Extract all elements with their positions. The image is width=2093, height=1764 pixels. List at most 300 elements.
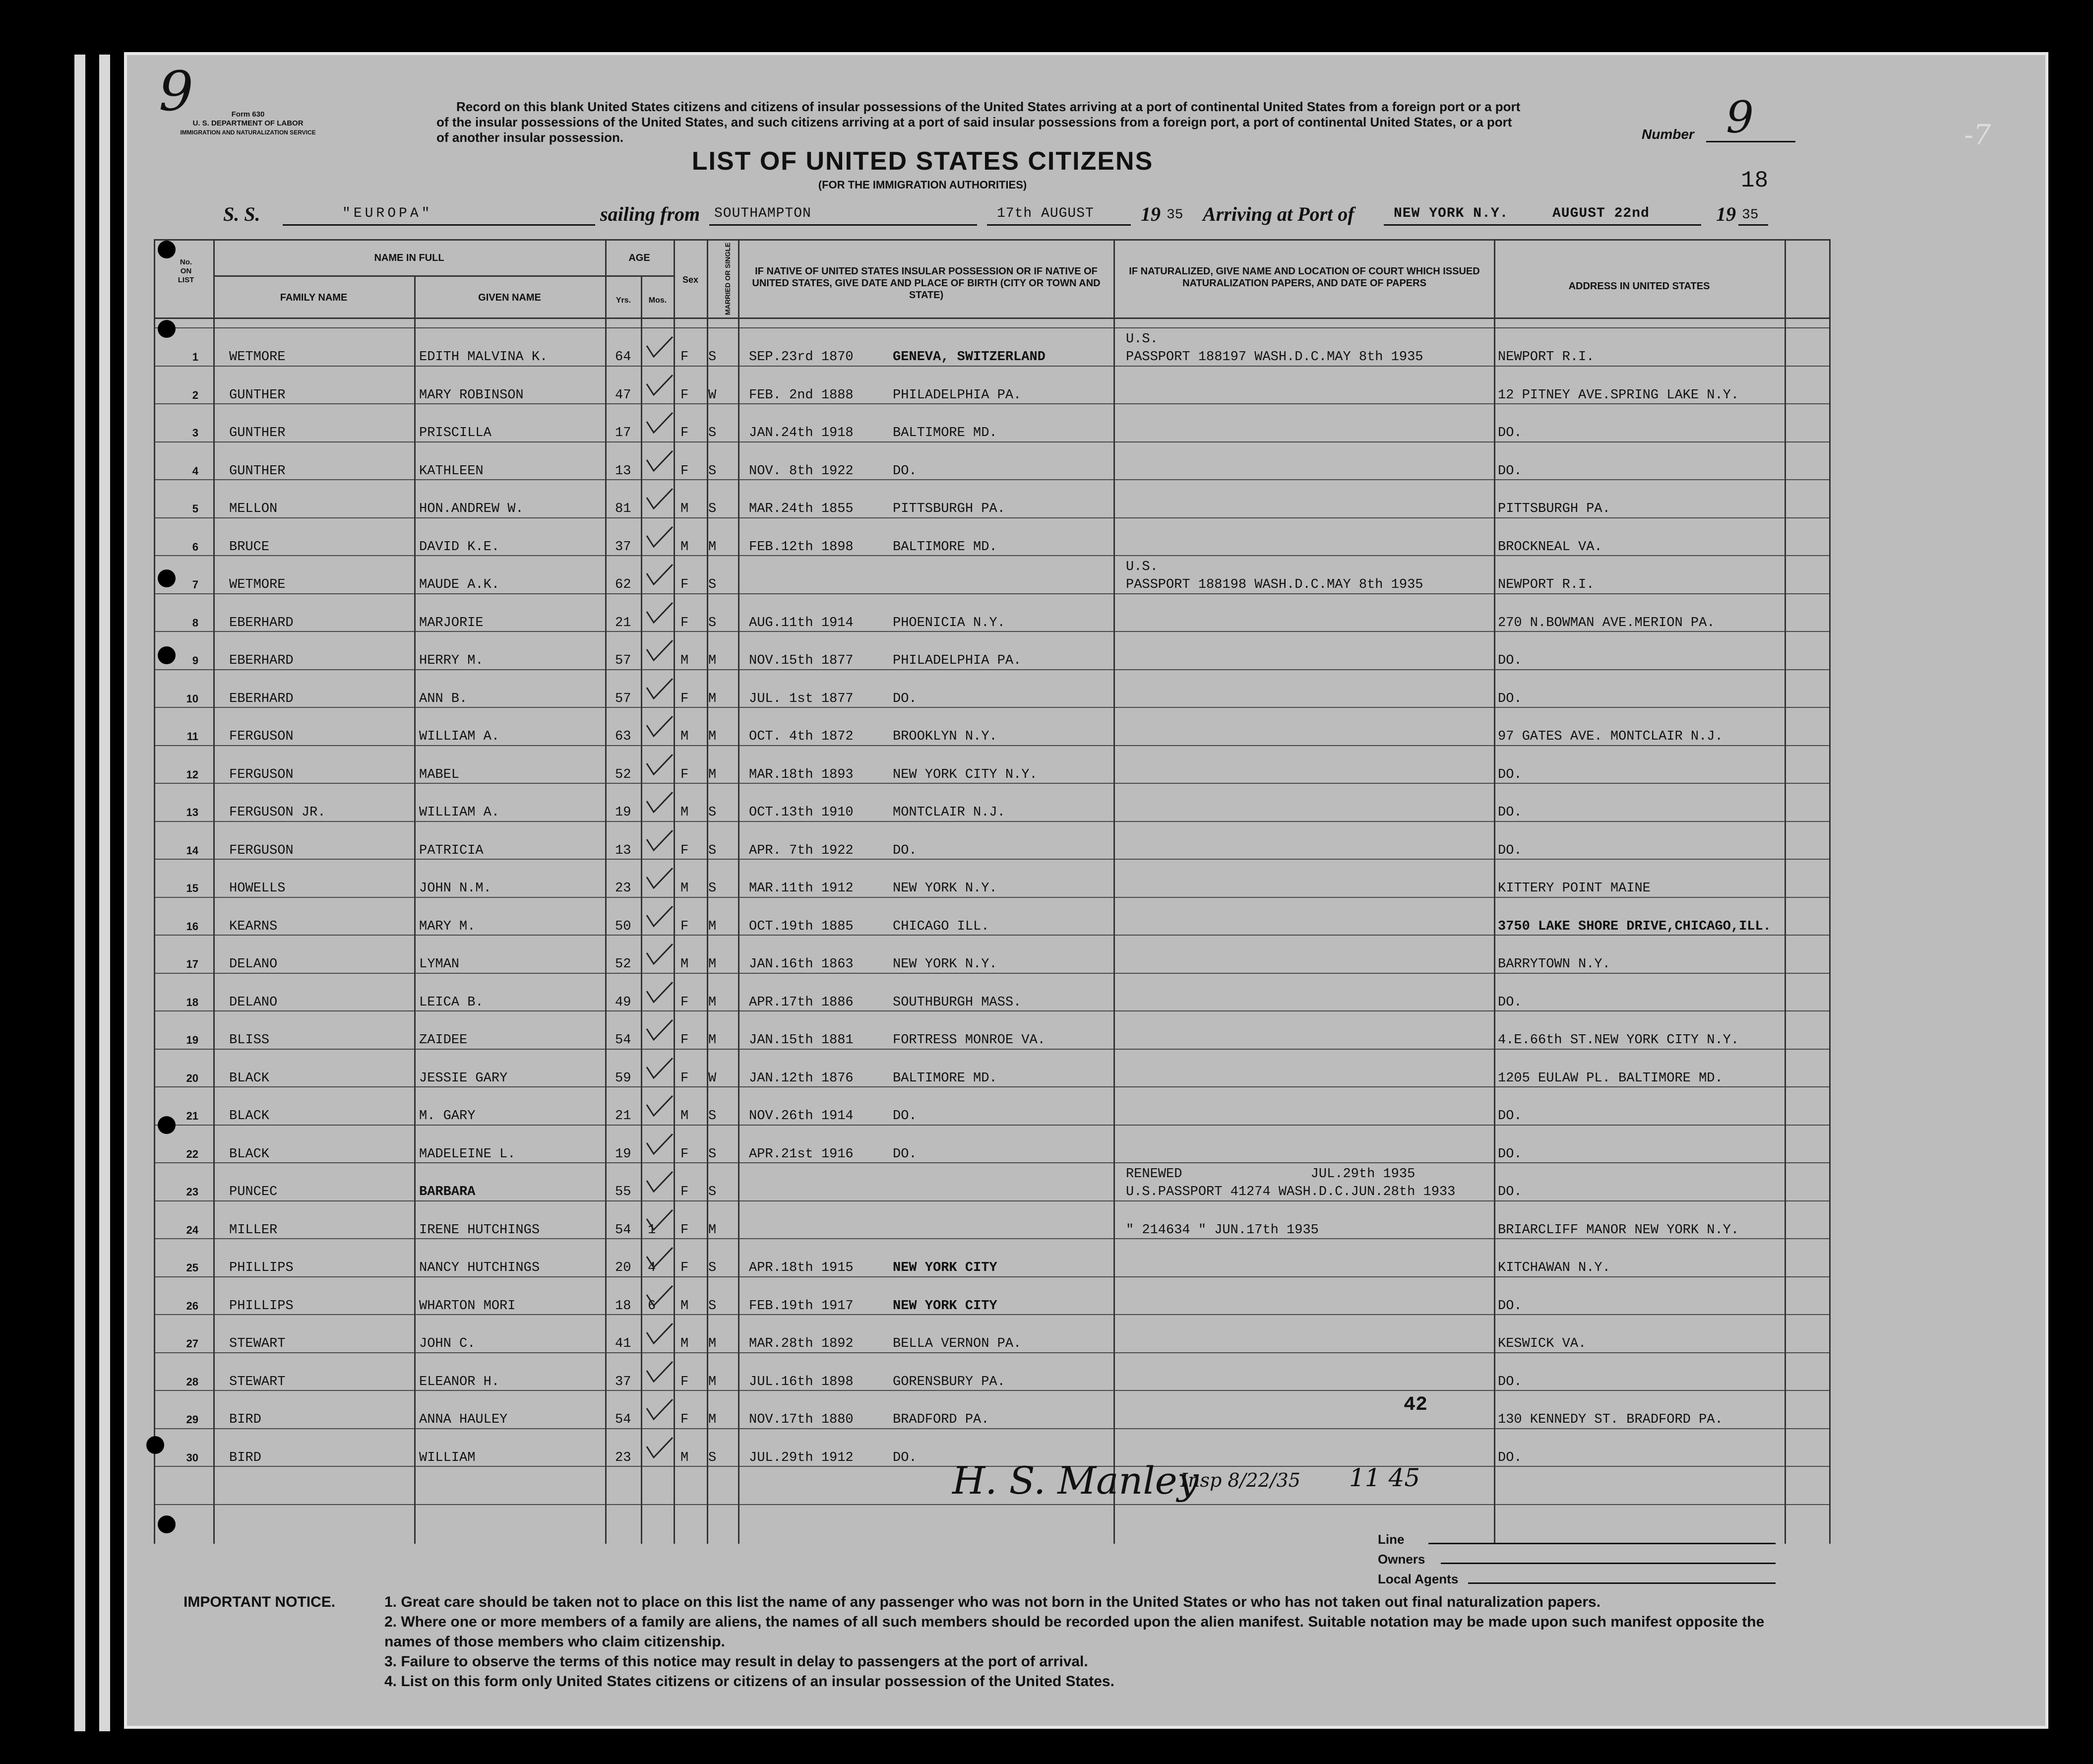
birth-place-cell: DO. xyxy=(893,1109,917,1124)
row-number-cell: 13 xyxy=(186,806,198,819)
family-name-cell: FERGUSON xyxy=(229,767,294,782)
row-number-cell: 29 xyxy=(186,1413,198,1426)
birth-place-cell: DO. xyxy=(893,1146,917,1162)
row-number-cell: 19 xyxy=(186,1034,198,1046)
given-name-cell: M. GARY xyxy=(419,1109,476,1124)
birth-date-cell: MAR.24th 1855 xyxy=(749,502,854,516)
birth-place-cell: GENEVA, SWITZERLAND xyxy=(893,350,1046,365)
given-name-cell: HERRY M. xyxy=(419,653,484,668)
form-instructions: Record on this blank United States citizens and citizens of insular possessions of the United States arriving at a port of continental United States from a foreign port or a port of the insular possessions of the United States, and such citizens arriving at a port of said insular possessions from a foreign port, a port of continental United States, or a port of another insular possession. xyxy=(436,99,1521,145)
address-cell: DO. xyxy=(1498,1109,1522,1124)
given-name-cell: JOHN N.M. xyxy=(419,881,492,896)
header-family-name: FAMILY NAME xyxy=(280,292,348,303)
given-name-cell: LYMAN xyxy=(419,957,460,972)
check-mark-icon xyxy=(645,1436,675,1460)
notice-item-2: 2. Where one or more members of a family are aliens, the names of all such members should be recorded upon the alien manifest. Suitable notation may be made upon such manifest opposite the names of those members who claim citizenship. xyxy=(384,1614,1765,1650)
family-name-cell: EBERHARD xyxy=(229,615,294,630)
marital-status-cell: S xyxy=(708,1109,717,1124)
row-divider xyxy=(154,631,1830,632)
birth-date-cell: NOV.26th 1914 xyxy=(749,1109,854,1124)
from-date: 17th AUGUST xyxy=(997,206,1094,221)
check-mark-icon xyxy=(645,942,675,967)
row-number-cell: 5 xyxy=(192,503,198,515)
col-divider-no xyxy=(213,239,215,1544)
birth-place-cell: NEW YORK N.Y. xyxy=(893,957,997,972)
row-number-cell: 25 xyxy=(186,1261,198,1274)
notice-item-3: 3. Failure to observe the terms of this notice may result in delay to passengers at the port of arrival. xyxy=(384,1653,1088,1670)
given-name-cell: NANCY HUTCHINGS xyxy=(419,1260,540,1275)
given-name-cell: DAVID K.E. xyxy=(419,539,500,555)
marital-status-cell: S xyxy=(708,350,717,365)
row-divider xyxy=(154,1390,1830,1391)
birth-date-cell: OCT.13th 1910 xyxy=(749,805,854,820)
age-years-cell: 49 xyxy=(615,995,631,1010)
address-cell: PITTSBURGH PA. xyxy=(1498,502,1610,516)
birth-place-cell: PHILADELPHIA PA. xyxy=(893,387,1022,403)
birth-place-cell: PITTSBURGH PA. xyxy=(893,502,1005,516)
given-name-cell: HON.ANDREW W. xyxy=(419,502,524,516)
age-years-cell: 54 xyxy=(615,1033,631,1048)
row-divider xyxy=(154,1125,1830,1126)
row-number-cell: 28 xyxy=(186,1375,198,1388)
naturalization-cell: PASSPORT 188197 WASH.D.C.MAY 8th 1935 xyxy=(1126,350,1423,365)
row-number-cell: 6 xyxy=(192,540,198,553)
address-cell: NEWPORT R.I. xyxy=(1498,577,1595,592)
birth-place-cell: NEW YORK N.Y. xyxy=(893,881,997,896)
row-number-cell: 22 xyxy=(186,1147,198,1160)
birth-date-cell: APR.18th 1915 xyxy=(749,1260,854,1275)
birth-date-cell: JUL.29th 1912 xyxy=(749,1450,854,1465)
owners-underline xyxy=(1441,1561,1776,1564)
family-name-cell: MILLER xyxy=(229,1222,278,1238)
address-cell: 1205 EULAW PL. BALTIMORE MD. xyxy=(1498,1071,1723,1086)
birth-place-cell: NEW YORK CITY xyxy=(893,1298,997,1314)
sex-cell: F xyxy=(680,1412,689,1427)
marital-status-cell: S xyxy=(708,881,717,896)
sex-cell: F xyxy=(680,691,689,706)
marital-status-cell: M xyxy=(708,957,717,972)
check-mark-icon xyxy=(645,904,675,929)
address-cell: DO. xyxy=(1498,691,1522,706)
family-name-cell: PUNCEC xyxy=(229,1185,278,1199)
marital-status-cell: M xyxy=(708,1374,717,1389)
age-years-cell: 13 xyxy=(615,463,631,479)
address-cell: DO. xyxy=(1498,426,1522,441)
header-address: ADDRESS IN UNITED STATES xyxy=(1568,281,1710,292)
to-port-underline xyxy=(1384,222,1701,226)
birth-date-cell: JUL.16th 1898 xyxy=(749,1374,854,1389)
given-name-cell: KATHLEEN xyxy=(419,463,484,479)
sex-cell: M xyxy=(680,729,689,744)
row-number-cell: 30 xyxy=(186,1451,198,1464)
age-years-cell: 13 xyxy=(615,843,631,858)
punch-hole xyxy=(158,320,176,338)
row-divider xyxy=(154,1238,1830,1239)
col-left-border xyxy=(154,239,155,1544)
age-years-cell: 21 xyxy=(615,615,631,630)
check-mark-icon xyxy=(645,1170,675,1195)
given-name-cell: BARBARA xyxy=(419,1185,476,1199)
family-name-cell: FERGUSON xyxy=(229,729,294,744)
row-number-cell: 1 xyxy=(192,351,198,363)
age-months-cell: 6 xyxy=(648,1298,656,1314)
birth-date-cell: FEB.12th 1898 xyxy=(749,539,854,555)
address-cell: DO. xyxy=(1498,1450,1522,1465)
given-name-cell: WILLIAM xyxy=(419,1450,476,1465)
row-number-cell: 17 xyxy=(186,958,198,970)
row-divider xyxy=(154,897,1830,898)
sex-cell: F xyxy=(680,767,689,782)
col-divider-family xyxy=(414,275,416,1544)
age-months-cell: 4 xyxy=(648,1260,656,1275)
punch-hole xyxy=(158,646,176,664)
age-years-cell: 19 xyxy=(615,1146,631,1162)
sex-cell: M xyxy=(680,1109,689,1124)
row-number-cell: 12 xyxy=(186,768,198,781)
check-mark-icon xyxy=(645,1397,675,1422)
marital-status-cell: S xyxy=(708,615,717,630)
row-divider xyxy=(154,1086,1830,1087)
birth-date-cell: NOV.15th 1877 xyxy=(749,653,854,668)
birth-date-cell: JAN.12th 1876 xyxy=(749,1071,854,1086)
given-name-cell: MARY M. xyxy=(419,919,476,934)
sex-cell: M xyxy=(680,957,689,972)
marital-status-cell: S xyxy=(708,1260,717,1275)
sex-cell: F xyxy=(680,1071,689,1086)
birth-date-cell: FEB. 2nd 1888 xyxy=(749,387,854,403)
age-years-cell: 64 xyxy=(615,350,631,365)
check-mark-icon xyxy=(645,1360,675,1385)
given-name-cell: MAUDE A.K. xyxy=(419,577,500,592)
header-name-in-full: NAME IN FULL xyxy=(374,252,444,263)
form-subtitle: (FOR THE IMMIGRATION AUTHORITIES) xyxy=(818,179,1027,191)
birth-date-cell: MAR.11th 1912 xyxy=(749,881,854,896)
marital-status-cell: S xyxy=(708,502,717,516)
row-divider xyxy=(154,935,1830,936)
row-divider xyxy=(154,403,1830,404)
page-edge-left-inner xyxy=(99,55,110,1731)
address-cell: BARRYTOWN N.Y. xyxy=(1498,957,1610,972)
naturalization-note-cell: RENEWED JUL.29th 1935 xyxy=(1126,1167,1416,1182)
address-cell: DO. xyxy=(1498,653,1522,668)
birth-date-cell: MAR.28th 1892 xyxy=(749,1336,854,1351)
birth-date-cell: JAN.24th 1918 xyxy=(749,426,854,441)
family-name-cell: KEARNS xyxy=(229,919,278,934)
marital-status-cell: S xyxy=(708,577,717,592)
from-port: SOUTHAMPTON xyxy=(714,206,811,221)
marital-status-cell: M xyxy=(708,1336,717,1351)
header-sex: Sex xyxy=(682,275,699,285)
family-name-cell: BRUCE xyxy=(229,539,270,555)
row-divider xyxy=(154,783,1830,784)
birth-place-cell: DO. xyxy=(893,691,917,706)
header-given-name: GIVEN NAME xyxy=(478,292,541,303)
inspection-time: 11 45 xyxy=(1349,1463,1420,1492)
birth-date-cell: JUL. 1st 1877 xyxy=(749,691,854,706)
row-divider xyxy=(154,593,1830,594)
age-years-cell: 18 xyxy=(615,1298,631,1314)
col-divider-given xyxy=(605,239,607,1544)
sex-cell: F xyxy=(680,1185,689,1199)
row-number-cell: 26 xyxy=(186,1299,198,1312)
check-mark-icon xyxy=(645,828,675,853)
family-name-cell: DELANO xyxy=(229,957,278,972)
from-date-underline xyxy=(987,222,1131,226)
check-mark-icon xyxy=(645,1322,675,1346)
age-years-cell: 81 xyxy=(615,502,631,516)
naturalization-cell: PASSPORT 188198 WASH.D.C.MAY 8th 1935 xyxy=(1126,577,1423,592)
marital-status-cell: M xyxy=(708,653,717,668)
address-cell: DO. xyxy=(1498,995,1522,1010)
family-name-cell: DELANO xyxy=(229,995,278,1010)
family-name-cell: HOWELLS xyxy=(229,881,286,896)
sex-cell: F xyxy=(680,350,689,365)
naturalization-note-cell: U.S. xyxy=(1126,560,1158,574)
birth-date-cell: OCT.19th 1885 xyxy=(749,919,854,934)
corner-mark: -7 xyxy=(1964,119,1991,151)
given-name-cell: JOHN C. xyxy=(419,1336,476,1351)
check-mark-icon xyxy=(645,487,675,511)
sex-cell: M xyxy=(680,653,689,668)
age-years-cell: 54 xyxy=(615,1222,631,1238)
marital-status-cell: M xyxy=(708,767,717,782)
row-divider xyxy=(154,327,1830,328)
sailing-label: sailing from xyxy=(600,203,700,225)
header-bottom-border xyxy=(154,317,1830,319)
sex-cell: F xyxy=(680,577,689,592)
row-divider xyxy=(154,1276,1830,1277)
birth-date-cell: NOV.17th 1880 xyxy=(749,1412,854,1427)
given-name-cell: ZAIDEE xyxy=(419,1033,468,1048)
form-title: LIST OF UNITED STATES CITIZENS xyxy=(691,147,1154,176)
birth-place-cell: DO. xyxy=(893,463,917,479)
row-divider xyxy=(154,1010,1830,1011)
notice-items xyxy=(384,1592,1783,1692)
sex-cell: M xyxy=(680,805,689,820)
row-divider xyxy=(154,441,1830,442)
address-cell: KESWICK VA. xyxy=(1498,1336,1587,1351)
family-name-cell: WETMORE xyxy=(229,350,286,365)
owners-label: Owners xyxy=(1378,1552,1425,1567)
check-mark-icon xyxy=(645,411,675,436)
naturalization-cell: U.S.PASSPORT 41274 WASH.D.C.JUN.28th 1933 xyxy=(1126,1185,1456,1199)
number-label: Number xyxy=(1642,126,1694,142)
marital-status-cell: M xyxy=(708,995,717,1010)
col-divider-ms xyxy=(738,239,739,1544)
row-number-cell: 10 xyxy=(186,692,198,705)
age-years-cell: 47 xyxy=(615,387,631,403)
header-married-single: MARRIED OR SINGLE xyxy=(724,242,732,315)
page-edge-left xyxy=(74,55,85,1731)
family-name-cell: FERGUSON JR. xyxy=(229,805,326,820)
family-name-cell: GUNTHER xyxy=(229,387,286,403)
from-port-underline xyxy=(709,222,977,226)
birth-place-cell: MONTCLAIR N.J. xyxy=(893,805,1005,820)
birth-date-cell: APR.21st 1916 xyxy=(749,1146,854,1162)
line-underline xyxy=(1428,1541,1776,1544)
address-cell: DO. xyxy=(1498,1298,1522,1314)
address-cell: KITCHAWAN N.Y. xyxy=(1498,1260,1610,1275)
address-cell: DO. xyxy=(1498,1146,1522,1162)
row-divider xyxy=(154,366,1830,367)
row-divider xyxy=(154,555,1830,556)
check-mark-icon xyxy=(645,753,675,777)
age-years-cell: 63 xyxy=(615,729,631,744)
address-cell: 270 N.BOWMAN AVE.MERION PA. xyxy=(1498,615,1715,630)
marital-status-cell: M xyxy=(708,691,717,706)
service-name: IMMIGRATION AND NATURALIZATION SERVICE xyxy=(180,129,316,136)
col-divider-address xyxy=(1785,239,1786,1544)
sex-cell: F xyxy=(680,426,689,441)
check-mark-icon xyxy=(645,525,675,550)
given-name-cell: EDITH MALVINA K. xyxy=(419,350,548,365)
birth-place-cell: BRADFORD PA. xyxy=(893,1412,989,1427)
birth-date-cell: JAN.16th 1863 xyxy=(749,957,854,972)
sex-cell: F xyxy=(680,1033,689,1048)
check-mark-icon xyxy=(645,373,675,398)
family-name-cell: BLISS xyxy=(229,1033,270,1048)
sex-cell: M xyxy=(680,881,689,896)
sex-cell: F xyxy=(680,615,689,630)
header-no-on-list: No. ON LIST xyxy=(178,258,194,284)
family-name-cell: BLACK xyxy=(229,1146,270,1162)
given-name-cell: MADELEINE L. xyxy=(419,1146,516,1162)
col-right-border xyxy=(1829,239,1831,1544)
marital-status-cell: M xyxy=(708,1412,717,1427)
check-mark-icon xyxy=(645,1284,675,1309)
row-divider xyxy=(154,1314,1830,1315)
name-subheader-line xyxy=(213,275,637,277)
sex-cell: F xyxy=(680,463,689,479)
row-divider xyxy=(154,517,1830,518)
row-divider xyxy=(154,1162,1830,1163)
number-value: 9 xyxy=(1726,92,1754,143)
check-mark-icon xyxy=(645,601,675,626)
marital-status-cell: M xyxy=(708,1033,717,1048)
birth-date-cell: AUG.11th 1914 xyxy=(749,615,854,630)
family-name-cell: PHILLIPS xyxy=(229,1298,294,1314)
row-number-cell: 15 xyxy=(186,882,198,894)
marital-status-cell: S xyxy=(708,805,717,820)
birth-date-cell: NOV. 8th 1922 xyxy=(749,463,854,479)
marital-status-cell: S xyxy=(708,426,717,441)
family-name-cell: EBERHARD xyxy=(229,653,294,668)
birth-place-cell: NEW YORK CITY xyxy=(893,1260,997,1275)
from-year-prefix: 19 xyxy=(1141,203,1161,225)
row-divider xyxy=(154,1049,1830,1050)
age-years-cell: 19 xyxy=(615,805,631,820)
notice-item-1: 1. Great care should be taken not to place on this list the name of any passenger who was not born in the United States or who has not taken out final naturalization papers. xyxy=(384,1594,1601,1610)
marital-status-cell: M xyxy=(708,1222,717,1238)
family-name-cell: EBERHARD xyxy=(229,691,294,706)
row-number-cell: 9 xyxy=(192,654,198,667)
form-number: Form 630 xyxy=(231,110,265,119)
to-year-prefix: 19 xyxy=(1716,203,1736,225)
given-name-cell: ELEANOR H. xyxy=(419,1374,500,1389)
family-name-cell: GUNTHER xyxy=(229,463,286,479)
address-cell: KITTERY POINT MAINE xyxy=(1498,881,1651,896)
sex-cell: F xyxy=(680,1146,689,1162)
form-identification xyxy=(144,110,352,137)
sex-cell: M xyxy=(680,502,689,516)
birth-place-cell: PHOENICIA N.Y. xyxy=(893,615,1005,630)
sex-cell: M xyxy=(680,1450,689,1465)
to-port: NEW YORK N.Y. xyxy=(1394,206,1509,221)
row-divider xyxy=(154,821,1830,822)
family-name-cell: WETMORE xyxy=(229,577,286,592)
birth-place-cell: DO. xyxy=(893,843,917,858)
sex-cell: F xyxy=(680,1260,689,1275)
age-years-cell: 62 xyxy=(615,577,631,592)
address-cell: DO. xyxy=(1498,805,1522,820)
family-name-cell: STEWART xyxy=(229,1374,286,1389)
check-mark-icon xyxy=(645,335,675,360)
given-name-cell: MABEL xyxy=(419,767,460,782)
birth-place-cell: CHICAGO ILL. xyxy=(893,919,989,934)
col-divider-birth xyxy=(1113,239,1115,1544)
check-mark-icon xyxy=(645,714,675,739)
header-age: AGE xyxy=(628,252,650,263)
row-divider xyxy=(154,859,1830,860)
address-cell: BRIARCLIFF MANOR NEW YORK N.Y. xyxy=(1498,1222,1739,1238)
age-years-cell: 21 xyxy=(615,1109,631,1124)
family-name-cell: GUNTHER xyxy=(229,426,286,441)
row-divider xyxy=(154,973,1830,974)
age-years-cell: 55 xyxy=(615,1185,631,1199)
birth-place-cell: PHILADELPHIA PA. xyxy=(893,653,1022,668)
birth-place-cell: SOUTHBURGH MASS. xyxy=(893,995,1022,1010)
birth-place-cell: FORTRESS MONROE VA. xyxy=(893,1033,1046,1048)
given-name-cell: WILLIAM A. xyxy=(419,729,500,744)
marital-status-cell: M xyxy=(708,729,717,744)
header-birth: IF NATIVE OF UNITED STATES INSULAR POSSESSION OR IF NATIVE OF UNITED STATES, GIVE DATE AND PLACE OF BIRTH (CITY OR TOWN AND STATE) xyxy=(752,266,1101,301)
header-yrs: Yrs. xyxy=(616,296,631,305)
punch-hole xyxy=(158,1116,176,1134)
address-cell: 4.E.66th ST.NEW YORK CITY N.Y. xyxy=(1498,1033,1739,1048)
age-years-cell: 50 xyxy=(615,919,631,934)
age-years-cell: 37 xyxy=(615,1374,631,1389)
address-cell: BROCKNEAL VA. xyxy=(1498,539,1602,555)
address-cell: 130 KENNEDY ST. BRADFORD PA. xyxy=(1498,1412,1723,1427)
row-number-cell: 7 xyxy=(192,578,198,591)
birth-place-cell: BALTIMORE MD. xyxy=(893,539,997,555)
sex-cell: F xyxy=(680,1222,689,1238)
address-cell: DO. xyxy=(1498,767,1522,782)
row-number-cell: 2 xyxy=(192,388,198,401)
given-name-cell: PATRICIA xyxy=(419,843,484,858)
row-number-cell: 11 xyxy=(186,730,198,743)
sex-cell: F xyxy=(680,919,689,934)
to-year-underline xyxy=(1738,222,1768,226)
age-years-cell: 52 xyxy=(615,957,631,972)
age-years-cell: 23 xyxy=(615,881,631,896)
to-year: 35 xyxy=(1742,207,1759,223)
row-number-cell: 21 xyxy=(186,1110,198,1122)
local-agents-label: Local Agents xyxy=(1378,1572,1459,1586)
row-number-cell: 4 xyxy=(192,464,198,477)
address-cell: 12 PITNEY AVE.SPRING LAKE N.Y. xyxy=(1498,387,1739,403)
address-cell: DO. xyxy=(1498,1185,1522,1199)
family-name-cell: MELLON xyxy=(229,502,278,516)
local-agents-underline xyxy=(1468,1580,1776,1584)
marital-status-cell: S xyxy=(708,1298,717,1314)
row-number-cell: 14 xyxy=(186,844,198,857)
check-mark-icon xyxy=(645,1208,675,1233)
sex-cell: M xyxy=(680,539,689,555)
punch-hole xyxy=(158,1515,176,1533)
address-cell: 97 GATES AVE. MONTCLAIR N.J. xyxy=(1498,729,1723,744)
naturalization-note-cell: U.S. xyxy=(1126,332,1158,347)
